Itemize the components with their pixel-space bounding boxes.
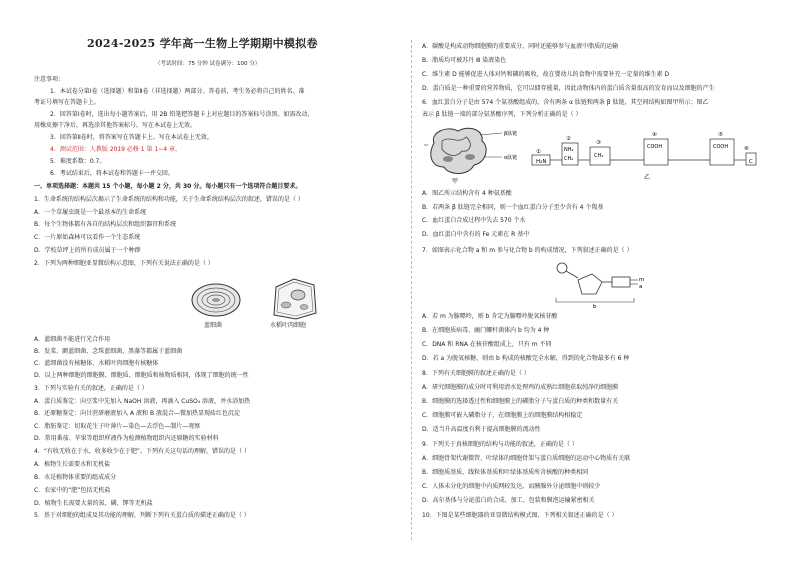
question-6-cont: 表示 β 肽链一端的部分氨基酸序列，下列分析正确的是（ ） <box>422 111 582 118</box>
option: B．每个生物体都有各自的结构层次和组织器官和系统 <box>34 221 177 228</box>
option: D．学校草坪上的所有成员属于一个种群 <box>34 247 141 254</box>
page-subtitle: （考试时间：75 分钟 试卷满分：100 分） <box>155 61 261 67</box>
option: C．农家中的“肥”包括无机盐 <box>34 487 111 494</box>
page-title: 2024-2025 学年高一生物上学期期中模拟卷 <box>87 37 318 50</box>
question-2: 2．下列为两种细胞亚显微结构示意图，下列有关说法正确的是（ ） <box>34 260 214 267</box>
m-label: m <box>639 277 645 283</box>
notes-item: 考证号填写在答题卡上。 <box>34 99 101 106</box>
num-label: ③ <box>596 140 601 146</box>
question-5: 5．基于对细胞的组成及其功能的理解，判断下列有关蛋白质的描述正确的是（ ） <box>34 512 250 519</box>
option: A．植物生长需要水和无机盐 <box>34 461 111 468</box>
beta-chain-label: β肽链 <box>504 131 518 137</box>
option: B．还原糖鉴定：向甘蔗研磨液加入 A 液和 B 液混合—微加热显现砖红色沉淀 <box>34 410 240 417</box>
notes-item: 2．回答第Ⅰ卷时，选出每小题答案后，用 2B 铅笔把答题卡上对应题目的答案标号涂黑。如需改动， <box>50 111 314 118</box>
nh2-label: NH₂ <box>564 147 574 153</box>
b-label: b <box>593 304 597 308</box>
notes-item-scope: 4．测试范围：人教版 2019 必修 1 第 1~4 章。 <box>50 146 182 153</box>
option: A．研究细胞膜的成分时可利用清水处理鸡的成熟红细胞获取纯净的细胞膜 <box>422 384 619 391</box>
question-1: 1．生命系统的结构层次揭示了生命系统的结构和功能，关于生命系统结构层次的叙述，错误的是（ ） <box>34 196 304 203</box>
option: A．蓝细菌不能进行光合作用 <box>34 336 111 343</box>
question-7: 7．如图表示化合物 a 和 m 参与化合物 b 的构成情况，下列叙述正确的是（ ） <box>422 247 633 254</box>
question-10: 10．下图是某些细胞器的亚显微结构模式图，下列相关叙述正确的是（ ） <box>422 512 618 519</box>
hemoglobin-figure <box>424 123 784 185</box>
question-4: 4．“有收无收在于水，收多收少在于肥”。下列有关这句话的理解，错误的是（ ） <box>34 448 250 455</box>
notes-item: 1．本试卷分第Ⅰ卷（选择题）和第Ⅱ卷（非选择题）两部分。答卷前，考生务必将自己的姓名、准 <box>50 88 305 95</box>
question-6: 6．血红蛋白分子是由 574 个氨基酸组成的，含有两条 α 肽链和两条 β 肽链，其空间结构如图甲所示；图乙 <box>422 99 709 106</box>
cooh-label-2: COOH <box>713 144 729 150</box>
section-heading: 一、单项选择题：本题共 15 个小题，每小题 2 分，共 30 分。每小题只有一个选项符合题目要求。 <box>34 183 302 190</box>
h2n-label: H₂N <box>536 159 547 165</box>
option: D．常用番茄、苹果等组织样液作为检测植物组织内还原糖的实验材料 <box>34 435 219 442</box>
option: A．蛋白质鉴定：向豆浆中先加入 NaOH 溶液，再滴入 CuSO₄ 溶液，并水浴加热 <box>34 398 251 405</box>
option: B．脂质均可被苏丹 Ⅲ 染液染色 <box>422 57 507 64</box>
num-label: ④ <box>652 132 657 138</box>
a-label: a <box>639 284 643 290</box>
option: D．以上两种细胞的细胞膜、细胞质、细胞质和核物质相同，体现了细胞的统一性 <box>34 372 249 379</box>
plant-cell-figure <box>268 277 320 321</box>
option: C．DNA 和 RNA 在核苷酸组成上，只有 m 不同 <box>422 341 552 348</box>
option: A．碳酸是构成动物细胞膜的重要成分，同时还能够参与血液中脂质的运输 <box>422 43 619 50</box>
option: A．若 m 为腺嘌呤，则 b 肯定为腺嘌呤脱氧核苷酸 <box>422 313 558 320</box>
num-label: ⑤ <box>718 132 723 138</box>
option: B．在细胞质病毒、幽门螺杆菌体内 b 均为 4 种 <box>422 327 550 334</box>
notes-item: 6．考试结束后，将本试卷和答题卡一并交回。 <box>50 170 174 177</box>
num-label: ⑥ <box>744 146 749 152</box>
cyanobacteria-figure <box>186 280 246 320</box>
num-label: ① <box>536 149 541 155</box>
plant-cell-label: 水稻叶肉细胞 <box>270 322 307 329</box>
option: B．若两条 β 肽链完全相同，则一个血红蛋白分子至少含有 4 个羧基 <box>422 204 604 211</box>
option: D．适当升高温度有利于提高细胞膜的流动性 <box>422 426 541 433</box>
option: B．发菜、颤蓝细菌、念珠蓝细菌、黑藻等都属于蓝细菌 <box>34 348 183 355</box>
option: B．水是植物体重要的组成成分 <box>34 474 117 481</box>
alpha-chain-label: α肽链 <box>504 155 518 161</box>
label-yi: 乙 <box>644 174 651 181</box>
option: A．细胞骨架代谢微管、叶绿体的细胞骨架与蛋白质细胞的运动中心物质有关联 <box>422 455 631 462</box>
option: C．维生素 D 能够促进人体对钙和磷的吸收，故在婴幼儿的食物中需要补充一定量的维生素 D <box>422 71 670 78</box>
num-label: ② <box>566 136 571 142</box>
notes-heading: 注意事项： <box>34 76 65 83</box>
ch2-label: CH₂ <box>564 156 574 162</box>
option: C．一片原始森林可以看作一个生态系统 <box>34 234 141 241</box>
option: D．高尔基体与分泌蛋白的合成、加工、包装和膜泡运输紧密相关 <box>422 497 595 504</box>
option: A．图乙所示结构含有 4 种氨基酸 <box>422 190 512 197</box>
option: D．蛋白质是一种重要的营养物质，它可以储存能量，因此动物体内的蛋白质含量很高的发育而以及细胞的产生 <box>422 85 715 92</box>
notes-item: 3．回答第Ⅱ卷时，将答案写在答题卡上。写在本试卷上无效。 <box>50 134 213 141</box>
cooh-label: COOH <box>647 144 663 150</box>
notes-item: 用橡皮擦干净后，再选涂其他答案标号。写在本试卷上无效。 <box>34 122 197 129</box>
option: B．细胞质基质、线粒体基质和叶绿体基质所含核酸的种类相同 <box>422 469 589 476</box>
column-divider <box>411 40 412 540</box>
option: C．人体未分化的细胞中内质网较发达，而胰腺外分泌细胞中则较少 <box>422 483 601 490</box>
question-3: 3．下列与实验有关的叙述，正确的是（ ） <box>34 385 148 392</box>
option: C．细胞膜可嵌入磷脂分子，在细胞膜上的细胞膜结构相稳定 <box>422 412 583 419</box>
option: D．若 a 为脱氧核糖，则由 b 构成的核酸完全水解，得到的化合物最多有 6 种 <box>422 355 630 362</box>
question-9: 9．下列关于真核细胞的结构与功能的叙述，正确的是（ ） <box>422 441 578 448</box>
nucleotide-figure <box>548 258 648 308</box>
notes-item: 5．难度系数：0.7。 <box>50 158 106 165</box>
ch3-label: CH₃ <box>594 153 604 159</box>
option: A．一个草履虫既是一个最基本的生命系统 <box>34 209 147 216</box>
option: C．血红蛋白合成过程中失去 570 个水 <box>422 217 526 224</box>
c-label: C <box>749 159 753 165</box>
label-jia: 甲 <box>452 178 459 185</box>
option: B．细胞膜的选择透过性和细胞膜上的磷脂分子与蛋白质的种类和数量有关 <box>422 398 619 405</box>
option: D．血红蛋白中含有的 Fe 元素在 R 基中 <box>422 231 530 238</box>
option: C．蓝细菌没有核糖体，水稻叶肉细胞有核糖体 <box>34 360 159 367</box>
cyanobacteria-label: 蓝细菌 <box>204 322 223 329</box>
option: C．脂肪鉴定：切取花生子叶薄片—染色—去浮色—制片—观察 <box>34 423 201 430</box>
question-8: 8．下列有关细胞膜的叙述正确的是（ ） <box>422 370 530 377</box>
option: D．植物生长需要大量的氮、磷、钾等无机盐 <box>34 500 153 507</box>
